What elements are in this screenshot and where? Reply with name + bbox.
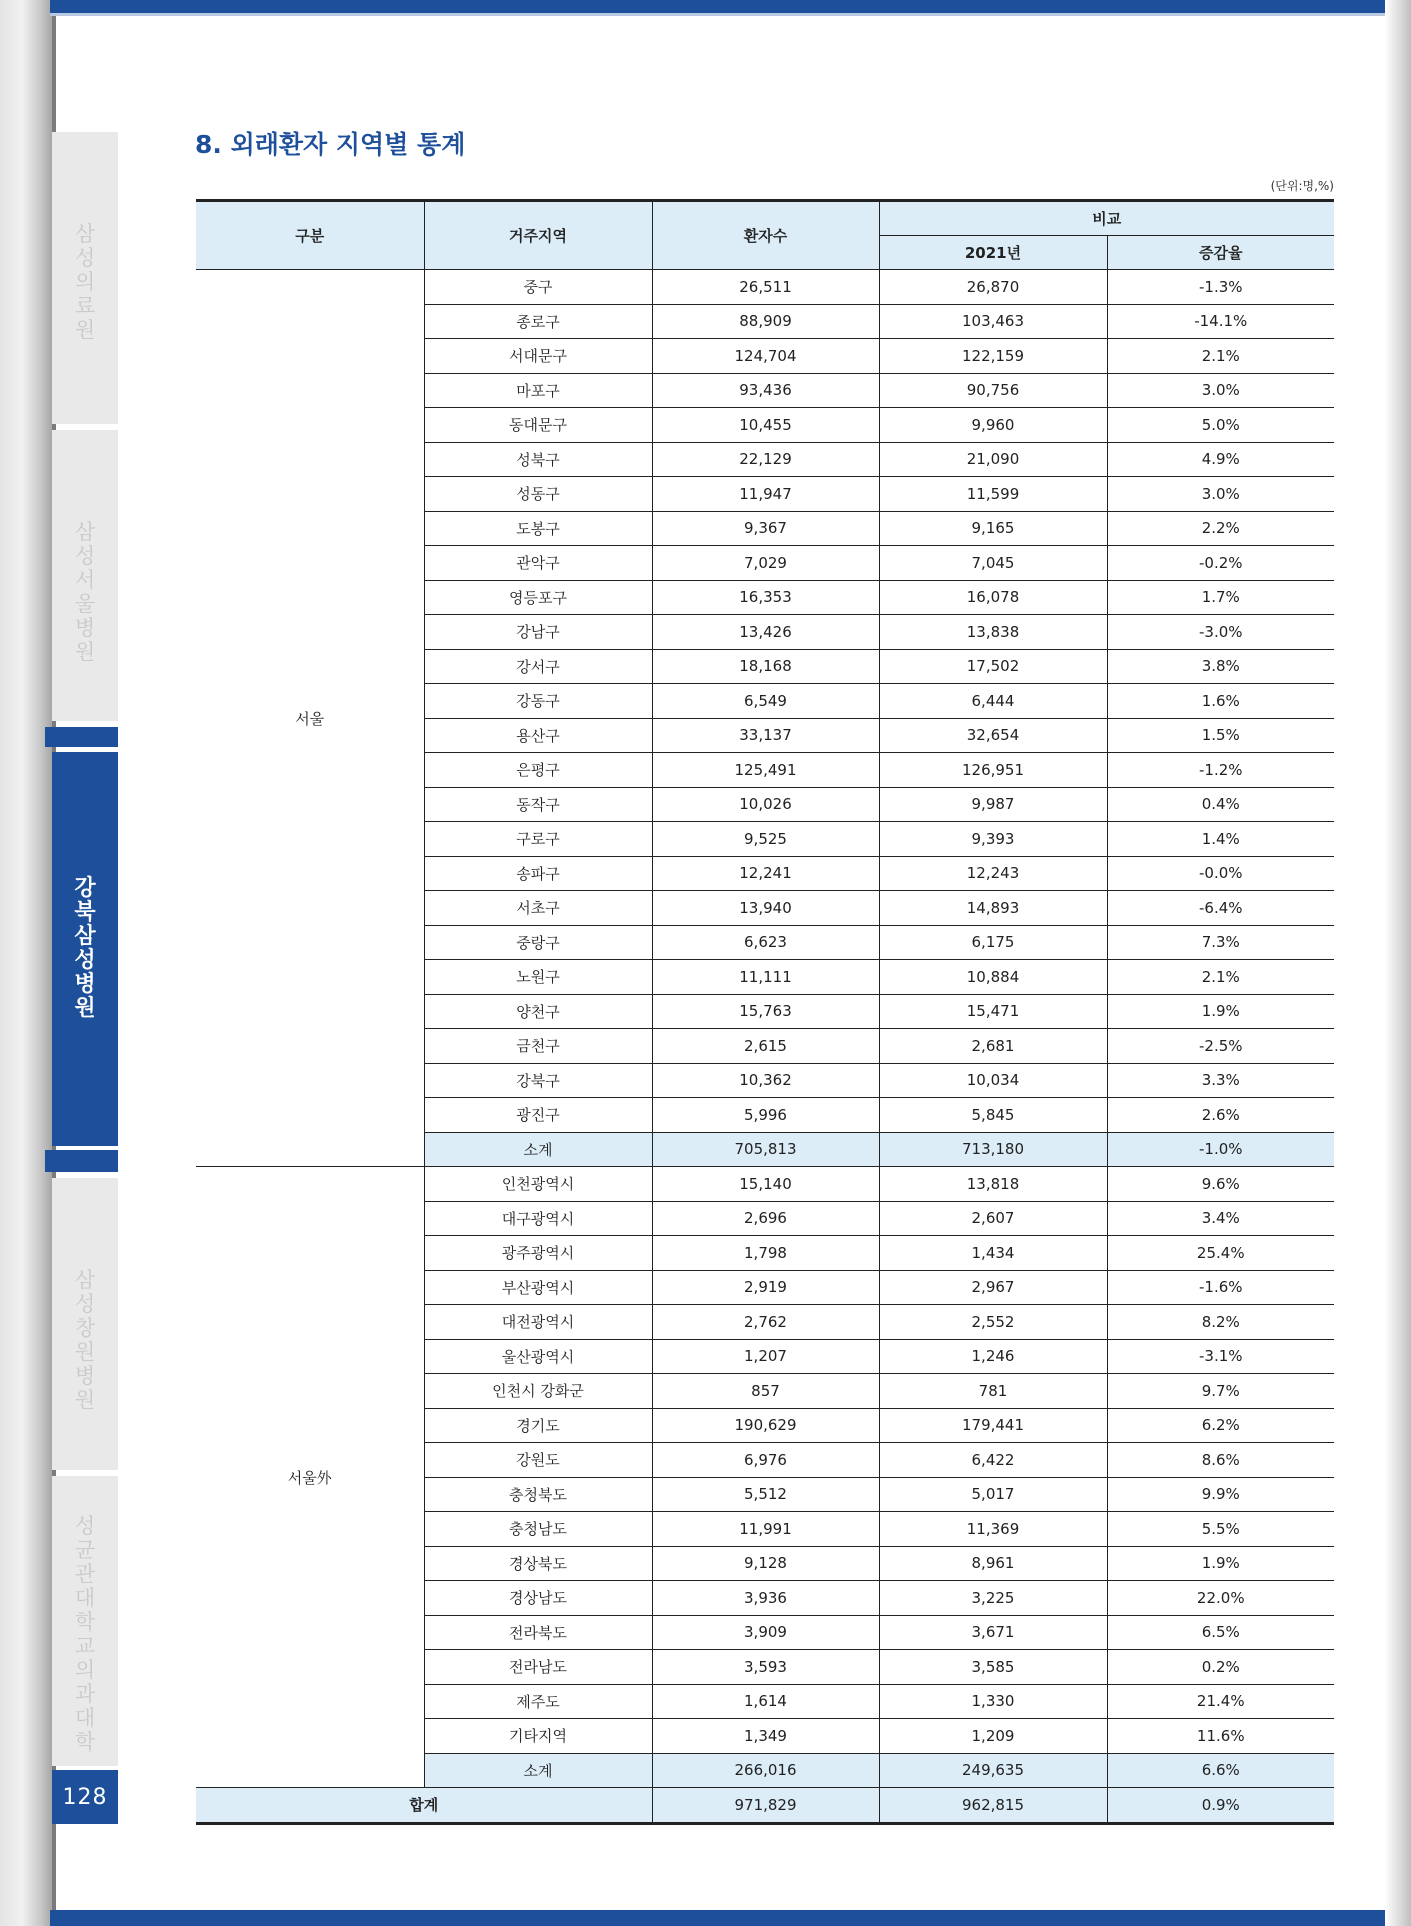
region-cell: 울산광역시	[424, 1339, 652, 1374]
region-cell: 충청북도	[424, 1477, 652, 1512]
patients-cell: 16,353	[652, 580, 879, 615]
region-cell: 마포구	[424, 373, 652, 408]
rate-cell: 3.3%	[1107, 1063, 1334, 1098]
prev-year-cell: 16,078	[879, 580, 1107, 615]
patients-cell: 13,940	[652, 891, 879, 926]
patients-cell: 3,593	[652, 1650, 879, 1685]
prev-year-cell: 2,607	[879, 1201, 1107, 1236]
side-tab-label: 삼성의료원	[74, 222, 96, 342]
prev-year-cell: 6,444	[879, 684, 1107, 719]
patients-cell: 15,763	[652, 994, 879, 1029]
patients-cell: 1,207	[652, 1339, 879, 1374]
region-cell: 도봉구	[424, 511, 652, 546]
rate-cell: 3.0%	[1107, 477, 1334, 512]
prev-year-cell: 9,960	[879, 408, 1107, 443]
side-tab-label: 삼성창원병원	[74, 1268, 96, 1412]
group-label: 서울	[196, 270, 424, 1167]
side-tab-label: 삼성서울병원	[74, 520, 96, 664]
subtotal-label: 소계	[424, 1132, 652, 1167]
region-cell: 전라북도	[424, 1615, 652, 1650]
prev-year-cell: 126,951	[879, 753, 1107, 788]
rate-cell: 2.2%	[1107, 511, 1334, 546]
prev-year-cell: 12,243	[879, 856, 1107, 891]
total-label: 합계	[196, 1788, 652, 1824]
rate-cell: 0.2%	[1107, 1650, 1334, 1685]
rate-cell: 21.4%	[1107, 1684, 1334, 1719]
region-cell: 동작구	[424, 787, 652, 822]
table-row	[196, 1167, 1334, 1202]
rate-cell: 5.5%	[1107, 1512, 1334, 1547]
region-cell: 양천구	[424, 994, 652, 1029]
prev-year-cell: 9,987	[879, 787, 1107, 822]
patients-cell: 93,436	[652, 373, 879, 408]
prev-year-cell: 3,225	[879, 1581, 1107, 1616]
prev-year-cell: 5,017	[879, 1477, 1107, 1512]
rate-cell: 1.7%	[1107, 580, 1334, 615]
rate-cell: 1.9%	[1107, 1546, 1334, 1581]
prev-year-cell: 9,165	[879, 511, 1107, 546]
patients-cell: 22,129	[652, 442, 879, 477]
region-cell: 기타지역	[424, 1719, 652, 1754]
header-patients: 환자수	[652, 201, 879, 270]
rate-cell: -3.1%	[1107, 1339, 1334, 1374]
patients-cell: 2,696	[652, 1201, 879, 1236]
prev-year-cell: 179,441	[879, 1408, 1107, 1443]
rate-cell: -3.0%	[1107, 615, 1334, 650]
region-cell: 서대문구	[424, 339, 652, 374]
rate-cell: 1.5%	[1107, 718, 1334, 753]
rate-cell: 6.2%	[1107, 1408, 1334, 1443]
rate-cell: 11.6%	[1107, 1719, 1334, 1754]
rate-cell: 1.6%	[1107, 684, 1334, 719]
prev-year-cell: 15,471	[879, 994, 1107, 1029]
patients-cell: 11,947	[652, 477, 879, 512]
region-cell: 강북구	[424, 1063, 652, 1098]
rate-cell: 3.0%	[1107, 373, 1334, 408]
table-row	[196, 270, 1334, 305]
patients-cell: 88,909	[652, 304, 879, 339]
active-tab-strip-bottom	[45, 1150, 118, 1172]
patients-cell: 190,629	[652, 1408, 879, 1443]
prev-year-cell: 10,884	[879, 960, 1107, 995]
prev-year-cell: 13,838	[879, 615, 1107, 650]
prev-year-cell: 103,463	[879, 304, 1107, 339]
prev-year-cell: 21,090	[879, 442, 1107, 477]
region-cell: 광진구	[424, 1098, 652, 1133]
patients-cell: 2,919	[652, 1270, 879, 1305]
top-accent-line	[50, 13, 1411, 16]
side-tab-label: 강북삼성병원	[74, 876, 96, 1021]
prev-year-cell: 2,967	[879, 1270, 1107, 1305]
side-tab-label: 성균관대학교 의과대학	[74, 1514, 96, 1754]
region-cell: 종로구	[424, 304, 652, 339]
total-rate: 0.9%	[1107, 1788, 1334, 1824]
header-category: 구분	[196, 201, 424, 270]
subtotal-patients: 705,813	[652, 1132, 879, 1167]
region-cell: 부산광역시	[424, 1270, 652, 1305]
patients-cell: 1,349	[652, 1719, 879, 1754]
active-tab-strip-top	[45, 727, 118, 747]
region-cell: 중구	[424, 270, 652, 305]
rate-cell: 5.0%	[1107, 408, 1334, 443]
patients-cell: 26,511	[652, 270, 879, 305]
prev-year-cell: 11,599	[879, 477, 1107, 512]
region-cell: 대전광역시	[424, 1305, 652, 1340]
patients-cell: 6,549	[652, 684, 879, 719]
total-patients: 971,829	[652, 1788, 879, 1824]
region-cell: 충청남도	[424, 1512, 652, 1547]
side-tab-skku-medicine[interactable]	[52, 1476, 118, 1766]
subtotal-rate: -1.0%	[1107, 1132, 1334, 1167]
rate-cell: -1.6%	[1107, 1270, 1334, 1305]
rate-cell: 4.9%	[1107, 442, 1334, 477]
total-row	[196, 1788, 1334, 1824]
header-region: 거주지역	[424, 201, 652, 270]
side-tab-kangbuk-samsung-hospital[interactable]	[52, 752, 118, 1146]
patients-cell: 2,762	[652, 1305, 879, 1340]
patients-cell: 12,241	[652, 856, 879, 891]
prev-year-cell: 9,393	[879, 822, 1107, 857]
prev-year-cell: 2,552	[879, 1305, 1107, 1340]
rate-cell: -2.5%	[1107, 1029, 1334, 1064]
region-cell: 영등포구	[424, 580, 652, 615]
region-cell: 금천구	[424, 1029, 652, 1064]
prev-year-cell: 90,756	[879, 373, 1107, 408]
region-cell: 노원구	[424, 960, 652, 995]
patients-cell: 9,128	[652, 1546, 879, 1581]
rate-cell: 0.4%	[1107, 787, 1334, 822]
rate-cell: 8.6%	[1107, 1443, 1334, 1478]
region-cell: 강서구	[424, 649, 652, 684]
prev-year-cell: 7,045	[879, 546, 1107, 581]
rate-cell: -1.3%	[1107, 270, 1334, 305]
patients-cell: 13,426	[652, 615, 879, 650]
patients-cell: 3,936	[652, 1581, 879, 1616]
rate-cell: 1.9%	[1107, 994, 1334, 1029]
prev-year-cell: 17,502	[879, 649, 1107, 684]
prev-year-cell: 3,671	[879, 1615, 1107, 1650]
prev-year-cell: 2,681	[879, 1029, 1107, 1064]
rate-cell: -14.1%	[1107, 304, 1334, 339]
patients-cell: 9,367	[652, 511, 879, 546]
prev-year-cell: 122,159	[879, 339, 1107, 374]
patients-cell: 1,798	[652, 1236, 879, 1271]
book-spine-edge	[0, 0, 56, 1926]
prev-year-cell: 3,585	[879, 1650, 1107, 1685]
patients-cell: 7,029	[652, 546, 879, 581]
prev-year-cell: 1,246	[879, 1339, 1107, 1374]
patients-cell: 1,614	[652, 1684, 879, 1719]
region-cell: 관악구	[424, 546, 652, 581]
patients-cell: 10,362	[652, 1063, 879, 1098]
region-cell: 제주도	[424, 1684, 652, 1719]
rate-cell: -0.2%	[1107, 546, 1334, 581]
side-tab-samsung-changwon-hospital[interactable]	[52, 1178, 118, 1470]
rate-cell: 2.1%	[1107, 339, 1334, 374]
region-cell: 구로구	[424, 822, 652, 857]
rate-cell: 2.1%	[1107, 960, 1334, 995]
prev-year-cell: 6,422	[879, 1443, 1107, 1478]
rate-cell: 9.7%	[1107, 1374, 1334, 1409]
prev-year-cell: 11,369	[879, 1512, 1107, 1547]
top-accent-bar	[50, 0, 1411, 13]
patients-cell: 2,615	[652, 1029, 879, 1064]
region-cell: 성북구	[424, 442, 652, 477]
subtotal-patients: 266,016	[652, 1753, 879, 1788]
region-cell: 강원도	[424, 1443, 652, 1478]
region-cell: 광주광역시	[424, 1236, 652, 1271]
region-cell: 중랑구	[424, 925, 652, 960]
region-cell: 강남구	[424, 615, 652, 650]
patients-cell: 6,623	[652, 925, 879, 960]
region-cell: 경상북도	[424, 1546, 652, 1581]
prev-year-cell: 8,961	[879, 1546, 1107, 1581]
region-cell: 동대문구	[424, 408, 652, 443]
patients-cell: 857	[652, 1374, 879, 1409]
subtotal-prev-year: 249,635	[879, 1753, 1107, 1788]
patients-cell: 124,704	[652, 339, 879, 374]
page-title: 8. 외래환자 지역별 통계	[195, 130, 466, 159]
unit-note: (단위:명,%)	[1270, 179, 1334, 193]
rate-cell: 6.5%	[1107, 1615, 1334, 1650]
prev-year-cell: 1,330	[879, 1684, 1107, 1719]
rate-cell: -6.4%	[1107, 891, 1334, 926]
total-prev-year: 962,815	[879, 1788, 1107, 1824]
region-cell: 서초구	[424, 891, 652, 926]
prev-year-cell: 781	[879, 1374, 1107, 1409]
region-cell: 용산구	[424, 718, 652, 753]
rate-cell: 3.8%	[1107, 649, 1334, 684]
prev-year-cell: 1,209	[879, 1719, 1107, 1754]
subtotal-label: 소계	[424, 1753, 652, 1788]
page-number: 128	[52, 1770, 118, 1824]
patients-cell: 10,455	[652, 408, 879, 443]
patients-cell: 10,026	[652, 787, 879, 822]
header-compare: 비교	[879, 201, 1334, 236]
rate-cell: -1.2%	[1107, 753, 1334, 788]
region-cell: 대구광역시	[424, 1201, 652, 1236]
region-cell: 전라남도	[424, 1650, 652, 1685]
group-label: 서울外	[196, 1167, 424, 1788]
rate-cell: 25.4%	[1107, 1236, 1334, 1271]
subtotal-prev-year: 713,180	[879, 1132, 1107, 1167]
region-cell: 송파구	[424, 856, 652, 891]
rate-cell: 1.4%	[1107, 822, 1334, 857]
patients-cell: 5,996	[652, 1098, 879, 1133]
prev-year-cell: 32,654	[879, 718, 1107, 753]
prev-year-cell: 6,175	[879, 925, 1107, 960]
patients-cell: 125,491	[652, 753, 879, 788]
region-cell: 은평구	[424, 753, 652, 788]
region-cell: 강동구	[424, 684, 652, 719]
region-cell: 경기도	[424, 1408, 652, 1443]
prev-year-cell: 14,893	[879, 891, 1107, 926]
region-cell: 인천시 강화군	[424, 1374, 652, 1409]
rate-cell: 8.2%	[1107, 1305, 1334, 1340]
prev-year-cell: 13,818	[879, 1167, 1107, 1202]
table-body	[196, 270, 1334, 1824]
patients-cell: 33,137	[652, 718, 879, 753]
side-tab-samsung-medical-center[interactable]	[52, 132, 118, 424]
rate-cell: 7.3%	[1107, 925, 1334, 960]
rate-cell: 9.6%	[1107, 1167, 1334, 1202]
rate-cell: 22.0%	[1107, 1581, 1334, 1616]
header-rate: 증감율	[1107, 236, 1334, 270]
patients-cell: 6,976	[652, 1443, 879, 1478]
outpatient-region-table	[196, 199, 1334, 1825]
patients-cell: 3,909	[652, 1615, 879, 1650]
rate-cell: 2.6%	[1107, 1098, 1334, 1133]
prev-year-cell: 10,034	[879, 1063, 1107, 1098]
prev-year-cell: 26,870	[879, 270, 1107, 305]
prev-year-cell: 1,434	[879, 1236, 1107, 1271]
page-right-shadow	[1385, 0, 1411, 1926]
subtotal-rate: 6.6%	[1107, 1753, 1334, 1788]
prev-year-cell: 5,845	[879, 1098, 1107, 1133]
rate-cell: 9.9%	[1107, 1477, 1334, 1512]
patients-cell: 15,140	[652, 1167, 879, 1202]
region-cell: 성동구	[424, 477, 652, 512]
region-cell: 경상남도	[424, 1581, 652, 1616]
patients-cell: 11,991	[652, 1512, 879, 1547]
bottom-accent-bar	[50, 1910, 1411, 1926]
rate-cell: -0.0%	[1107, 856, 1334, 891]
patients-cell: 18,168	[652, 649, 879, 684]
region-cell: 인천광역시	[424, 1167, 652, 1202]
rate-cell: 3.4%	[1107, 1201, 1334, 1236]
header-year: 2021년	[879, 236, 1107, 270]
patients-cell: 5,512	[652, 1477, 879, 1512]
patients-cell: 9,525	[652, 822, 879, 857]
side-tab-samsung-seoul-hospital[interactable]	[52, 430, 118, 721]
patients-cell: 11,111	[652, 960, 879, 995]
